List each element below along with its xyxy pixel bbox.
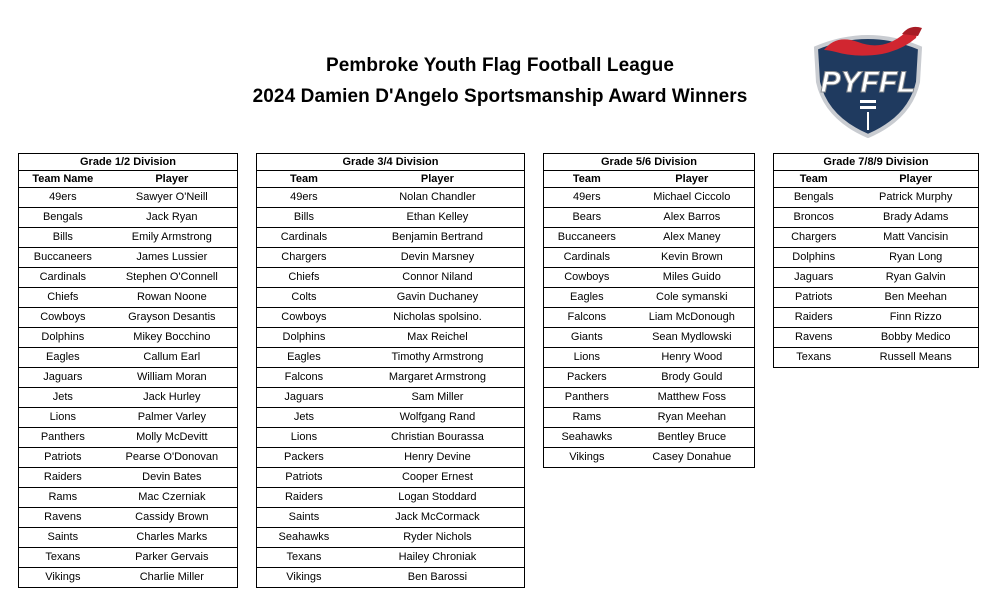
team-cell: Bills (257, 208, 351, 228)
table-row (544, 348, 755, 368)
column-header-player: Player (351, 171, 525, 188)
table-row (19, 548, 238, 568)
division-title: Grade 7/8/9 Division (774, 154, 979, 171)
team-cell: 49ers (257, 188, 351, 208)
player-cell: Kevin Brown (630, 248, 755, 268)
team-cell: Packers (544, 368, 630, 388)
team-cell: Ravens (19, 508, 107, 528)
player-cell: Devin Bates (107, 468, 238, 488)
player-cell: William Moran (107, 368, 238, 388)
player-cell: Sam Miller (351, 388, 525, 408)
player-cell: Alex Maney (630, 228, 755, 248)
league-title: Pembroke Youth Flag Football League (325, 55, 674, 76)
player-cell: Charlie Miller (107, 568, 238, 588)
table-row (774, 248, 979, 268)
team-cell: Lions (19, 408, 107, 428)
player-cell: Charles Marks (107, 528, 238, 548)
table-row (544, 228, 755, 248)
player-cell: Molly McDevitt (107, 428, 238, 448)
player-cell: Mikey Bocchino (107, 328, 238, 348)
column-header-team: Team (257, 171, 351, 188)
table-row (19, 208, 238, 228)
player-cell: Connor Niland (351, 268, 525, 288)
player-cell: Palmer Varley (107, 408, 238, 428)
team-cell: Broncos (774, 208, 854, 228)
team-cell: Lions (257, 428, 351, 448)
team-cell: Eagles (257, 348, 351, 368)
team-cell: Jaguars (257, 388, 351, 408)
team-cell: Seahawks (257, 528, 351, 548)
team-cell: Eagles (19, 348, 107, 368)
team-cell: Cowboys (544, 268, 630, 288)
player-cell: Wolfgang Rand (351, 408, 525, 428)
team-cell: Texans (774, 348, 854, 368)
table-row (544, 288, 755, 308)
player-cell: Mac Czerniak (107, 488, 238, 508)
table-row (19, 508, 238, 528)
team-cell: Bengals (774, 188, 854, 208)
table-row (19, 368, 238, 388)
team-cell: Falcons (257, 368, 351, 388)
table-row (774, 268, 979, 288)
team-cell: Cardinals (257, 228, 351, 248)
team-cell: Vikings (19, 568, 107, 588)
table-row (19, 428, 238, 448)
table-row (257, 368, 525, 388)
table-row (257, 388, 525, 408)
table-row (19, 288, 238, 308)
player-cell: Ryan Galvin (853, 268, 978, 288)
player-cell: Patrick Murphy (853, 188, 978, 208)
column-header-player: Player (853, 171, 978, 188)
table-row (19, 308, 238, 328)
table-row (257, 548, 525, 568)
table-row (257, 488, 525, 508)
team-cell: Cardinals (19, 268, 107, 288)
table-row (19, 348, 238, 368)
table-row (19, 448, 238, 468)
table-row (544, 448, 755, 468)
player-cell: Max Reichel (351, 328, 525, 348)
team-cell: Ravens (774, 328, 854, 348)
player-cell: Alex Barros (630, 208, 755, 228)
table-row (19, 248, 238, 268)
team-cell: Bengals (19, 208, 107, 228)
team-cell: Colts (257, 288, 351, 308)
player-cell: Liam McDonough (630, 308, 755, 328)
player-cell: Cassidy Brown (107, 508, 238, 528)
team-cell: Rams (544, 408, 630, 428)
team-cell: Bills (19, 228, 107, 248)
player-cell: Casey Donahue (630, 448, 755, 468)
table-row (19, 468, 238, 488)
table-row (19, 568, 238, 588)
table-row (774, 208, 979, 228)
column-header-player: Player (107, 171, 238, 188)
team-cell: Giants (544, 328, 630, 348)
player-cell: Cole symanski (630, 288, 755, 308)
team-cell: Chiefs (19, 288, 107, 308)
table-row (544, 388, 755, 408)
player-cell: Matthew Foss (630, 388, 755, 408)
player-cell: Bobby Medico (853, 328, 978, 348)
player-cell: Sean Mydlowski (630, 328, 755, 348)
division-title: Grade 1/2 Division (19, 154, 238, 171)
team-cell: Cowboys (19, 308, 107, 328)
player-cell: Jack McCormack (351, 508, 525, 528)
team-cell: Cardinals (544, 248, 630, 268)
player-cell: Rowan Noone (107, 288, 238, 308)
table-row (257, 508, 525, 528)
table-row (544, 308, 755, 328)
pyffl-logo (806, 20, 930, 138)
team-cell: Raiders (19, 468, 107, 488)
player-cell: Grayson Desantis (107, 308, 238, 328)
table-row (774, 348, 979, 368)
team-cell: Vikings (257, 568, 351, 588)
player-cell: Finn Rizzo (853, 308, 978, 328)
logo-text: PYFFL (820, 66, 916, 99)
team-cell: Texans (19, 548, 107, 568)
player-cell: Nicholas spolsino. (351, 308, 525, 328)
table-row (544, 268, 755, 288)
player-cell: Henry Wood (630, 348, 755, 368)
column-header-team: Team (544, 171, 630, 188)
player-cell: Nolan Chandler (351, 188, 525, 208)
division-table-grade-5-6 (543, 153, 755, 468)
player-cell: Ryan Long (853, 248, 978, 268)
player-cell: Cooper Ernest (351, 468, 525, 488)
team-cell: Patriots (774, 288, 854, 308)
table-row (257, 208, 525, 228)
table-row (257, 468, 525, 488)
player-cell: Jack Hurley (107, 388, 238, 408)
player-cell: Brody Gould (630, 368, 755, 388)
team-cell: Panthers (19, 428, 107, 448)
table-row (19, 388, 238, 408)
player-cell: Ethan Kelley (351, 208, 525, 228)
player-cell: Hailey Chroniak (351, 548, 525, 568)
table-row (257, 408, 525, 428)
player-cell: Ryan Meehan (630, 408, 755, 428)
player-cell: Matt Vancisin (853, 228, 978, 248)
player-cell: Benjamin Bertrand (351, 228, 525, 248)
table-row (19, 528, 238, 548)
column-header-team: Team Name (19, 171, 107, 188)
player-cell: James Lussier (107, 248, 238, 268)
team-cell: Falcons (544, 308, 630, 328)
team-cell: Packers (257, 448, 351, 468)
table-row (257, 528, 525, 548)
player-cell: Bentley Bruce (630, 428, 755, 448)
division-table-grade-3-4 (256, 153, 525, 588)
player-cell: Ben Meehan (853, 288, 978, 308)
player-cell: Sawyer O'Neill (107, 188, 238, 208)
column-header-player: Player (630, 171, 755, 188)
table-row (257, 228, 525, 248)
team-cell: Jaguars (19, 368, 107, 388)
team-cell: Patriots (19, 448, 107, 468)
player-cell: Michael Ciccolo (630, 188, 755, 208)
award-title: 2024 Damien D'Angelo Sportsmanship Award Winners (252, 86, 748, 107)
column-header-team: Team (774, 171, 854, 188)
table-row (19, 328, 238, 348)
player-cell: Parker Gervais (107, 548, 238, 568)
table-row (19, 228, 238, 248)
team-cell: 49ers (544, 188, 630, 208)
table-row (774, 288, 979, 308)
player-cell: Logan Stoddard (351, 488, 525, 508)
team-cell: Seahawks (544, 428, 630, 448)
table-row (544, 428, 755, 448)
player-cell: Miles Guido (630, 268, 755, 288)
player-cell: Ben Barossi (351, 568, 525, 588)
team-cell: Eagles (544, 288, 630, 308)
player-cell: Henry Devine (351, 448, 525, 468)
table-row (19, 188, 238, 208)
table-row (19, 268, 238, 288)
table-row (257, 288, 525, 308)
player-cell: Timothy Armstrong (351, 348, 525, 368)
team-cell: Jaguars (774, 268, 854, 288)
player-cell: Emily Armstrong (107, 228, 238, 248)
table-row (257, 308, 525, 328)
table-row (544, 368, 755, 388)
table-row (257, 268, 525, 288)
team-cell: Raiders (774, 308, 854, 328)
table-row (544, 208, 755, 228)
table-row (544, 408, 755, 428)
table-row (774, 228, 979, 248)
table-row (257, 248, 525, 268)
team-cell: Jets (257, 408, 351, 428)
table-row (544, 188, 755, 208)
player-cell: Gavin Duchaney (351, 288, 525, 308)
division-table-grade-7-8-9 (773, 153, 979, 368)
table-row (257, 568, 525, 588)
table-row (257, 428, 525, 448)
table-row (257, 448, 525, 468)
player-cell: Devin Marsney (351, 248, 525, 268)
team-cell: Vikings (544, 448, 630, 468)
team-cell: Rams (19, 488, 107, 508)
team-cell: Raiders (257, 488, 351, 508)
player-cell: Callum Earl (107, 348, 238, 368)
team-cell: Dolphins (257, 328, 351, 348)
table-row (774, 328, 979, 348)
team-cell: Chargers (774, 228, 854, 248)
table-row (544, 328, 755, 348)
table-row (257, 348, 525, 368)
team-cell: Chiefs (257, 268, 351, 288)
team-cell: Texans (257, 548, 351, 568)
team-cell: Dolphins (19, 328, 107, 348)
team-cell: Saints (257, 508, 351, 528)
team-cell: Cowboys (257, 308, 351, 328)
table-row (19, 488, 238, 508)
team-cell: Jets (19, 388, 107, 408)
team-cell: Buccaneers (19, 248, 107, 268)
team-cell: Saints (19, 528, 107, 548)
player-cell: Jack Ryan (107, 208, 238, 228)
team-cell: Chargers (257, 248, 351, 268)
player-cell: Ryder Nichols (351, 528, 525, 548)
team-cell: Lions (544, 348, 630, 368)
team-cell: Patriots (257, 468, 351, 488)
division-title: Grade 5/6 Division (544, 154, 755, 171)
player-cell: Stephen O'Connell (107, 268, 238, 288)
table-row (19, 408, 238, 428)
player-cell: Pearse O'Donovan (107, 448, 238, 468)
table-row (774, 188, 979, 208)
division-table-grade-1-2 (18, 153, 238, 588)
player-cell: Christian Bourassa (351, 428, 525, 448)
team-cell: Bears (544, 208, 630, 228)
team-cell: Buccaneers (544, 228, 630, 248)
table-row (544, 248, 755, 268)
player-cell: Brady Adams (853, 208, 978, 228)
team-cell: Panthers (544, 388, 630, 408)
division-title: Grade 3/4 Division (257, 154, 525, 171)
table-row (257, 188, 525, 208)
player-cell: Russell Means (853, 348, 978, 368)
team-cell: Dolphins (774, 248, 854, 268)
player-cell: Margaret Armstrong (351, 368, 525, 388)
table-row (774, 308, 979, 328)
team-cell: 49ers (19, 188, 107, 208)
table-row (257, 328, 525, 348)
